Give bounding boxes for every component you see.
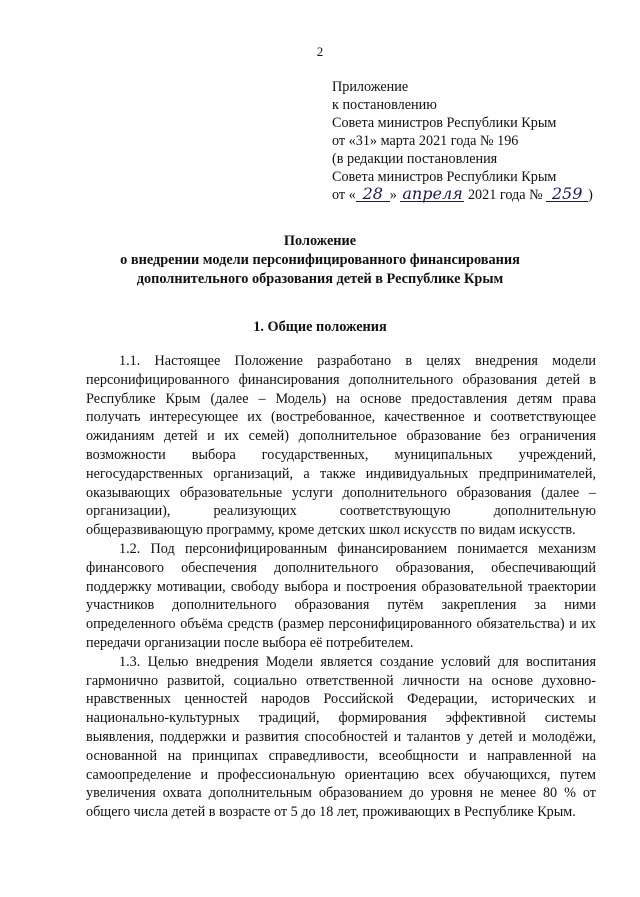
appendix-line: от «31» марта 2021 года № 196 — [332, 133, 519, 149]
title-line: дополнительного образования детей в Республике Крым — [136, 271, 504, 287]
appendix-line: Приложение — [332, 79, 409, 95]
appendix-line: к постановлению — [332, 97, 437, 113]
paragraph-1-1: 1.1. Настоящее Положение разработано в целях внедрения модели персонифицированного финансирования дополнительного образования детей в Республике Крым (далее – Модель) на основе предоставления детям права получать интересующее их (востребованное, качественное и соответствующее ожиданиям детей и их семей) дополнительное образование без ограничения возможности выбора государственных, муниципальных учреждений, негосударственных организаций, а также индивидуальных предпринимателей, оказывающих образовательные услуги дополнительного образования (далее – организации), реализующих соответствующую дополнительную общеразвивающую программу, кроме детских школ искусств по видам искусств. — [86, 353, 596, 539]
handwritten-day: 28 — [356, 187, 390, 202]
paragraph-1-2: 1.2. Под персонифицированным финансированием понимается механизм финансового обеспечения дополнительного образования, обеспечивающий поддержку мотивации, свободу выбора и построения образовательной траектории участников дополнительного образования путём закрепления за ними определенного объёма средств (размер персонифицированного обязательства) и их передачи организации после выбора её потребителем. — [86, 540, 596, 651]
title-line: о внедрении модели персонифицированного финансирования — [120, 252, 520, 268]
amendment-quote-close: » — [389, 187, 397, 203]
amendment-year: 2021 года № — [467, 187, 543, 203]
page-number: 2 — [316, 44, 324, 59]
document-title — [0, 232, 640, 289]
section-heading: 1. Общие положения — [253, 319, 387, 335]
appendix-amendment-line — [332, 186, 632, 204]
amendment-prefix: от « — [332, 187, 356, 203]
handwritten-month: апреля — [402, 184, 463, 203]
appendix-line: Совета министров Республики Крым — [332, 169, 557, 185]
appendix-line: Совета министров Республики Крым — [332, 115, 557, 131]
appendix-block — [332, 78, 632, 204]
title-line: Положение — [283, 233, 357, 249]
handwritten-number: 259 — [546, 187, 588, 202]
paragraph-1-3: 1.3. Целью внедрения Модели является создание условий для воспитания гармонично развитой, социально ответственной личности на основе духовно-нравственных ценностей народов Российской Федерации, исторических и национально-культурных традиций, формирования эффективной системы выявления, поддержки и развития способностей и талантов у детей и молодёжи, основанной на принципах справедливости, всеобщности и направленной на самоопределение и профессиональную ориентацию всех обучающихся, путем увеличения охвата дополнительным образованием до уровня не менее 80 % от общего числа детей в возрасте от 5 до 18 лет, проживающих в Республике Крым. — [86, 653, 596, 821]
appendix-line: (в редакции постановления — [332, 151, 498, 167]
section-body — [86, 352, 596, 822]
amendment-suffix: ) — [588, 187, 593, 203]
